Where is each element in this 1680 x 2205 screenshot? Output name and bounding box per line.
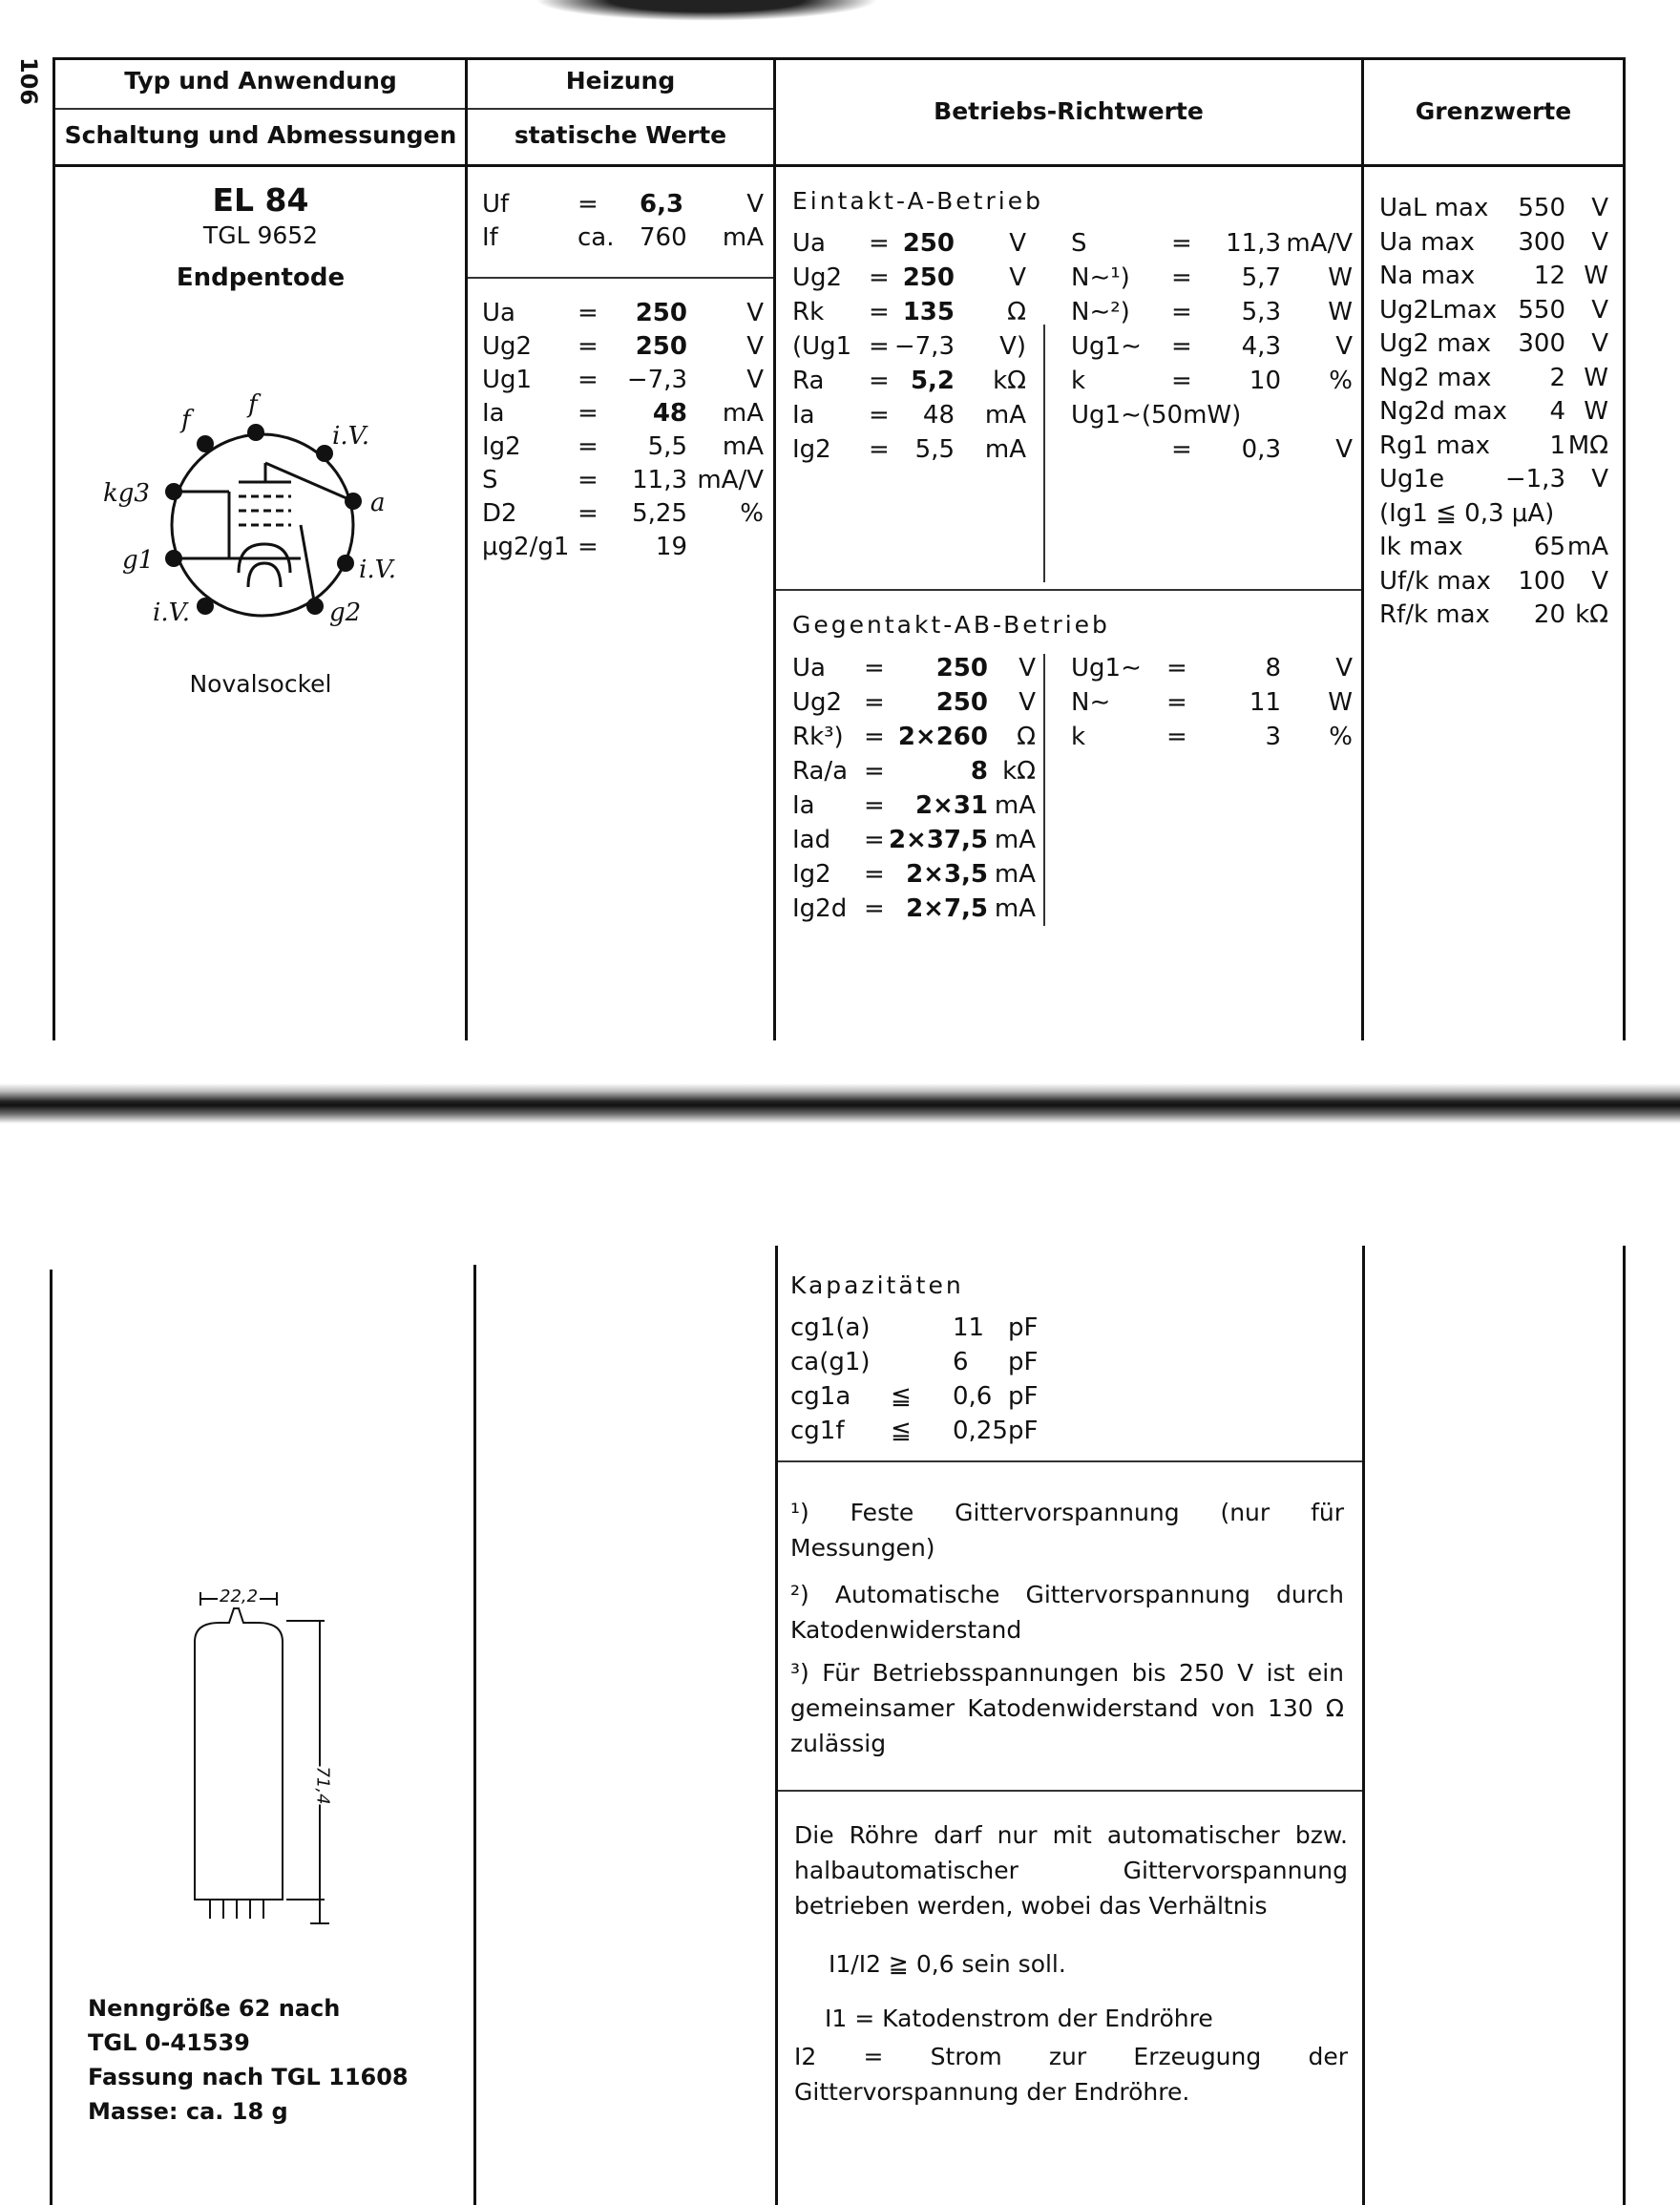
gegentakt-left-row-val: 250 [935, 654, 988, 682]
header-statische-werte: statische Werte [514, 121, 727, 149]
kapazitaet-row-val: 6 [953, 1348, 969, 1376]
static-row [482, 530, 764, 564]
gegentakt-right-row-sym: N∼ [1071, 688, 1111, 717]
gegentakt-left-row-eq: = [864, 757, 885, 786]
eintakt-left-row-sym: Ua [792, 229, 826, 258]
eintakt-left-row-sym: Ug2 [792, 263, 843, 292]
static-row [482, 496, 764, 531]
gegentakt-separator [776, 589, 1361, 591]
footnote-3: ³) Für Betriebsspannungen bis 250 V ist ein gemeinsamer Katodenwiderstand von 130 Ω zulässig [790, 1659, 1344, 1757]
gegentakt-right-row-sym: Ug1∼ [1071, 654, 1142, 682]
grenzwert-row [1379, 429, 1608, 463]
grenzwert-row-unit: mA [1566, 533, 1608, 561]
gegentakt-left-row-val: 2×37,5 [888, 826, 988, 854]
gegentakt-right-row-sym: k [1071, 723, 1086, 751]
eintakt-right-row-val: 10 [1249, 367, 1281, 395]
header-heizung: Heizung [565, 67, 676, 94]
gegentakt-left-row-sym: Ig2d [792, 894, 848, 923]
eintakt-left-row-val: 250 [902, 263, 955, 292]
eintakt-left-row-sym: Ig2 [792, 435, 831, 464]
gegentakt-left-row-eq: = [864, 723, 885, 751]
static-row-eq: = [578, 533, 598, 561]
gegentakt-left-row-unit: V [1018, 688, 1036, 717]
eintakt-left-row-unit: V [1009, 263, 1026, 292]
eintakt-right-row-sym: N∼¹) [1071, 263, 1130, 292]
kapazitaet-row [790, 1311, 1048, 1345]
eintakt-left-row-sym: (Ug1 [792, 332, 852, 361]
col-divider-2 [773, 57, 776, 1040]
gegentakt-left-row [792, 651, 1036, 685]
svg-text:i.V.: i.V. [153, 598, 191, 627]
static-row-sym: Ua [482, 299, 515, 327]
eintakt-right-row-sym: Ug1∼ [1071, 332, 1142, 361]
eintakt-left-row-unit: Ω [1007, 298, 1026, 326]
gegentakt-left-row-eq: = [864, 791, 885, 820]
grenzwert-row-val: 300 [1518, 227, 1565, 257]
grenzwert-row [1379, 496, 1608, 531]
eintakt-right-row-sym: S [1071, 229, 1087, 258]
grenzwert-row-sym: Na max [1379, 262, 1476, 290]
gegentakt-left-row-sym: Rk³) [792, 723, 844, 751]
static-row-unit: V [746, 332, 764, 361]
grenzwert-row [1379, 259, 1608, 293]
grenzwert-row-sym: Ng2 max [1379, 363, 1492, 392]
heizung-row: If ca. 760 mA [482, 223, 764, 252]
eintakt-right-row-eq: = [1171, 332, 1192, 361]
header-mid-rule-1 [52, 108, 776, 110]
eintakt-left-row-val: 135 [902, 298, 955, 326]
eintakt-right-row-unit: mA/V [1286, 229, 1353, 258]
gegentakt-left-row-sym: Ua [792, 654, 826, 682]
eintakt-left-row-val: −7,3 [893, 332, 955, 361]
static-row-sym: D2 [482, 499, 517, 528]
eintakt-right-row-eq: = [1171, 435, 1192, 464]
eintakt-right-row [1071, 261, 1353, 295]
static-row-eq: = [578, 332, 598, 361]
gegentakt-right-row-eq: = [1166, 654, 1187, 682]
kapazitaet-row [790, 1379, 1048, 1414]
gegentakt-left-row [792, 857, 1036, 892]
static-row-unit: V [746, 366, 764, 394]
svg-text:g1: g1 [122, 546, 155, 575]
grenzwert-row-val: 1 [1549, 430, 1565, 460]
grenzwert-row-val: 65 [1533, 533, 1565, 561]
eintakt-left-row-val: 48 [922, 401, 955, 430]
eintakt-right-row-sym: k [1071, 367, 1086, 395]
eintakt-right-row-unit: W [1328, 263, 1353, 292]
kapazitaet-row-unit: pF [1008, 1417, 1039, 1445]
tube-length-label: 71,4 [312, 1766, 333, 1805]
eintakt-left-row [792, 226, 1026, 261]
grenzwert-row-unit: V [1591, 295, 1608, 325]
gegentakt-left-row-eq: = [864, 826, 885, 854]
eintakt-divider [1043, 325, 1045, 582]
bottom-info-line: Masse: ca. 18 g [88, 2098, 288, 2125]
grenzwert-row-sym: Uf/k max [1379, 566, 1491, 596]
eintakt-left-row [792, 261, 1026, 295]
socket-label: Novalsockel [189, 670, 332, 698]
eintakt-left-row [792, 432, 1026, 467]
page-tear [0, 1083, 1680, 1124]
gegentakt-right-row-val: 11 [1249, 688, 1281, 717]
grenzwert-row-sym: Ik max [1379, 533, 1463, 561]
bottom-left-border [50, 1270, 52, 2205]
gegentakt-left-row-unit: kΩ [1002, 757, 1036, 786]
static-row-eq: = [578, 399, 598, 428]
eintakt-right-row-unit: V [1335, 435, 1353, 464]
eintakt-right-row-val: 0,3 [1241, 435, 1281, 464]
gegentakt-right-row [1071, 720, 1353, 754]
grenzwert-row-sym: Rf/k max [1379, 600, 1490, 629]
eintakt-right-row-val: 5,3 [1241, 298, 1281, 326]
kapazitaet-row-sym: ca(g1) [790, 1348, 871, 1376]
bottom-col-divider-2 [775, 1246, 778, 2205]
static-row-eq: = [578, 499, 598, 528]
grenzwert-row-unit: V [1591, 227, 1608, 257]
eintakt-left-row-unit: kΩ [993, 367, 1026, 395]
gegentakt-right-row-unit: W [1328, 688, 1353, 717]
grenzwert-row-sym: (Ig1 ≦ 0,3 μA) [1379, 498, 1555, 528]
gegentakt-right-row-val: 8 [1265, 654, 1281, 682]
grenzwert-row [1379, 598, 1608, 632]
eintakt-right-row [1071, 226, 1353, 261]
grenzwert-row [1379, 225, 1608, 260]
static-row [482, 396, 764, 430]
heizung-separator [468, 277, 773, 279]
eintakt-right-row-unit: % [1329, 367, 1353, 395]
gegentakt-left-row-val: 2×31 [914, 791, 988, 820]
eintakt-title: Eintakt-A-Betrieb [792, 187, 1043, 215]
bottom-info [88, 1991, 409, 2129]
kapazitaet-row-val: 11 [953, 1313, 985, 1342]
eintakt-right-row [1071, 329, 1353, 364]
static-row-eq: = [578, 299, 598, 327]
bottom-right-border [1623, 1246, 1626, 2205]
grenzwert-row-sym: UaL max [1379, 194, 1489, 222]
grenzwert-row-unit: V [1591, 465, 1608, 494]
gegentakt-left-row-unit: mA [994, 894, 1036, 923]
gegentakt-left-row [792, 823, 1036, 857]
grenzwert-row [1379, 326, 1608, 361]
eintakt-left-row-eq: = [869, 229, 890, 258]
static-row-unit: mA [722, 399, 764, 428]
eintakt-left-row-unit: mA [984, 401, 1026, 430]
gegentakt-left-row-val: 8 [970, 757, 988, 786]
static-row-eq: = [578, 466, 598, 494]
static-row-sym: S [482, 466, 498, 494]
gegentakt-left-row-eq: = [864, 688, 885, 717]
static-row-eq: = [578, 366, 598, 394]
header-betriebs-richtwerte: Betriebs-Richtwerte [934, 97, 1204, 125]
gegentakt-left-row-sym: Ig2 [792, 860, 831, 889]
bottom-col-divider-3 [1362, 1246, 1365, 2205]
eintakt-left-row [792, 329, 1026, 364]
static-row-unit: mA [722, 432, 764, 461]
svg-text:f: f [248, 391, 258, 419]
kapazitaeten-title: Kapazitäten [790, 1271, 964, 1299]
operating-note: Die Röhre darf nur mit automatischer bzw. halbautomatischer Gittervorspannung betrieben werden, wobei das Verhältnis [794, 1821, 1348, 1920]
grenzwert-row-unit: MΩ [1567, 430, 1608, 460]
gegentakt-left-row [792, 892, 1036, 926]
eintakt-right-row-eq: = [1171, 229, 1192, 258]
gegentakt-left-row [792, 720, 1036, 754]
note-separator [778, 1790, 1362, 1792]
static-row-unit: mA/V [697, 466, 764, 494]
svg-text:i.V.: i.V. [332, 422, 370, 451]
eintakt-left-row-unit: V) [999, 332, 1026, 361]
gegentakt-left-row-eq: = [864, 894, 885, 923]
gegentakt-left-row [792, 754, 1036, 788]
i2-definition: I2 = Strom zur Erzeugung der Gittervorspannung der Endröhre. [794, 2043, 1348, 2106]
grenzwert-row-sym: Ug2 max [1379, 329, 1491, 358]
kapazitaet-row-sym: cg1f [790, 1417, 845, 1445]
eintakt-left-row [792, 398, 1026, 432]
static-row [482, 329, 764, 364]
bottom-col-divider-1 [473, 1265, 476, 2205]
header-bottom-rule [52, 164, 1623, 167]
grenzwert-row-val: 550 [1518, 194, 1565, 222]
static-row-sym: Ug1 [482, 366, 533, 394]
eintakt-left-row-unit: mA [984, 435, 1026, 464]
static-row-unit: V [746, 299, 764, 327]
grenzwert-row-val: 100 [1518, 566, 1565, 596]
kap-separator [778, 1460, 1362, 1462]
static-row-val: 250 [635, 332, 687, 361]
eintakt-left-row-eq: = [869, 263, 890, 292]
svg-text:f: f [181, 406, 191, 434]
eintakt-right-row [1071, 398, 1353, 432]
tube-name: EL 84 [212, 181, 309, 219]
eintakt-left-row [792, 364, 1026, 398]
eintakt-right-row-sym: N∼²) [1071, 298, 1130, 326]
gegentakt-right-row [1071, 685, 1353, 720]
static-row-unit: % [740, 499, 764, 528]
footnote-2: ²) Automatische Gittervorspannung durch Katodenwiderstand [790, 1581, 1344, 1644]
grenzwert-row [1379, 394, 1608, 429]
static-row [482, 363, 764, 397]
gegentakt-left-row-unit: V [1018, 654, 1036, 682]
eintakt-right-row [1071, 364, 1353, 398]
page-number: 106 [15, 57, 42, 106]
static-row-sym: Ug2 [482, 332, 533, 361]
header-grenzwerte: Grenzwerte [1415, 97, 1572, 125]
gegentakt-right-row-eq: = [1166, 723, 1187, 751]
scan-artifact-top [535, 0, 878, 21]
grenzwert-row-unit: V [1591, 329, 1608, 358]
tube-type: Endpentode [176, 263, 346, 292]
static-row [482, 430, 764, 464]
grenzwert-row-sym: Ua max [1379, 227, 1475, 257]
eintakt-right-row-eq: = [1171, 367, 1192, 395]
kapazitaet-row-eq: ≦ [891, 1382, 912, 1411]
grenzwert-row-unit: V [1591, 566, 1608, 596]
svg-text:a: a [370, 489, 386, 517]
eintakt-left-row-eq: = [869, 367, 890, 395]
grenzwert-row [1379, 564, 1608, 598]
gegentakt-title: Gegentakt-AB-Betrieb [792, 611, 1110, 639]
ratio-formula: I1/I2 ≧ 0,6 sein soll. [829, 1950, 1066, 1978]
gegentakt-right-row-unit: % [1329, 723, 1353, 751]
gegentakt-left-row-sym: Ug2 [792, 688, 843, 717]
grenzwert-row [1379, 191, 1608, 225]
grenzwert-row-val: 4 [1549, 397, 1565, 426]
right-border [1623, 57, 1626, 1040]
bottom-info-line: TGL 0-41539 [88, 2029, 250, 2056]
gegentakt-right-row-unit: V [1335, 654, 1353, 682]
eintakt-right-row [1071, 295, 1353, 329]
grenzwert-row-unit: W [1584, 363, 1608, 392]
socket-diagram [86, 391, 410, 630]
static-row-eq: = [578, 432, 598, 461]
kapazitaet-row-sym: cg1(a) [790, 1313, 871, 1342]
grenzwert-row-unit: kΩ [1575, 600, 1608, 629]
eintakt-right-row-unit: W [1328, 298, 1353, 326]
i1-definition: I1 = Katodenstrom der Endröhre [825, 2005, 1213, 2032]
gegentakt-left-row-unit: mA [994, 791, 1036, 820]
grenzwert-row-sym: Ng2d max [1379, 397, 1507, 426]
heizung-row: Uf = 6,3 V [482, 190, 764, 219]
gegentakt-left-row-val: 250 [935, 688, 988, 717]
kapazitaet-row-sym: cg1a [790, 1382, 851, 1411]
header-typ: Typ und Anwendung [124, 67, 397, 94]
static-row-val: 48 [652, 399, 687, 428]
footnote-1: ¹) Feste Gittervorspannung (nur für Messungen) [790, 1499, 1344, 1562]
svg-text:kg3: kg3 [103, 479, 150, 508]
bottom-info-line: Nenngröße 62 nach [88, 1995, 341, 2022]
eintakt-right-row-val: 5,7 [1241, 263, 1281, 292]
gegentakt-left-row [792, 685, 1036, 720]
bottom-info-line: Fassung nach TGL 11608 [88, 2064, 409, 2090]
grenzwert-row-val: 300 [1518, 329, 1565, 358]
static-row [482, 296, 764, 330]
kapazitaet-row [790, 1345, 1048, 1379]
kapazitaet-row-eq: ≦ [891, 1417, 912, 1445]
gegentakt-right-row-val: 3 [1265, 723, 1281, 751]
kapazitaet-row-unit: pF [1008, 1348, 1039, 1376]
eintakt-right-row-sym: Ug1∼(50mW) [1071, 401, 1242, 430]
gegentakt-divider [1043, 654, 1045, 926]
grenzwert-row-unit: W [1584, 397, 1608, 426]
grenzwert-row [1379, 361, 1608, 395]
top-border [52, 57, 1623, 60]
gegentakt-right-row [1071, 651, 1353, 685]
kapazitaet-row [790, 1414, 1048, 1448]
gegentakt-left-row-val: 2×260 [897, 723, 988, 751]
grenzwert-row-val: 12 [1533, 262, 1565, 290]
eintakt-left-row-val: 250 [902, 229, 955, 258]
grenzwert-row-unit: W [1584, 262, 1608, 290]
eintakt-left-row [792, 295, 1026, 329]
kapazitaet-row-val: 0,6 [953, 1382, 993, 1411]
grenzwert-row [1379, 293, 1608, 327]
grenzwert-row-val: 2 [1549, 363, 1565, 392]
gegentakt-left-row-sym: Ra/a [792, 757, 849, 786]
static-row-val: 5,5 [647, 432, 687, 461]
tube-diameter-label: 22,2 [220, 1586, 259, 1606]
eintakt-right-row-eq: = [1171, 263, 1192, 292]
gegentakt-left-row-unit: mA [994, 826, 1036, 854]
eintakt-left-row-val: 5,5 [914, 435, 955, 464]
eintakt-left-row-sym: Rk [792, 298, 825, 326]
static-row-sym: μg2/g1 [482, 533, 570, 561]
static-row-sym: Ig2 [482, 432, 521, 461]
eintakt-left-row-eq: = [869, 298, 890, 326]
grenzwert-row-sym: Rg1 max [1379, 430, 1491, 460]
gegentakt-left-row-unit: Ω [1017, 723, 1036, 751]
gegentakt-left-row-sym: Iad [792, 826, 831, 854]
header-schaltung: Schaltung und Abmessungen [64, 121, 457, 149]
gegentakt-left-row-eq: = [864, 860, 885, 889]
static-row [482, 463, 764, 497]
static-row-val: 11,3 [632, 466, 687, 494]
eintakt-right-row-val: 11,3 [1226, 229, 1281, 258]
grenzwert-row-val: −1,3 [1504, 465, 1565, 494]
svg-text:i.V.: i.V. [359, 556, 397, 584]
kapazitaet-row-unit: pF [1008, 1313, 1039, 1342]
static-row-val: 5,25 [632, 499, 687, 528]
eintakt-left-row-eq: = [869, 435, 890, 464]
tube-dimension-drawing [181, 1585, 363, 1928]
grenzwert-row-val: 550 [1518, 295, 1565, 325]
col-divider-3 [1361, 57, 1364, 1040]
static-row-val: 250 [635, 299, 687, 327]
kapazitaet-row-val: 0,25 [953, 1417, 1008, 1445]
static-row-val: 19 [655, 533, 687, 561]
gegentakt-left-row-unit: mA [994, 860, 1036, 889]
eintakt-right-row-val: 4,3 [1241, 332, 1281, 361]
grenzwert-row-sym: Ug2Lmax [1379, 295, 1498, 325]
eintakt-left-row-val: 5,2 [910, 367, 955, 395]
gegentakt-left-row-val: 2×3,5 [906, 860, 988, 889]
eintakt-left-row-eq: = [869, 401, 890, 430]
gegentakt-right-row-eq: = [1166, 688, 1187, 717]
grenzwert-row-sym: Ug1e [1379, 465, 1445, 494]
gegentakt-left-row-val: 2×7,5 [906, 894, 988, 923]
static-row-sym: Ia [482, 399, 505, 428]
grenzwert-row-val: 20 [1533, 600, 1565, 629]
grenzwert-row [1379, 462, 1608, 496]
grenzwert-row-unit: V [1591, 194, 1608, 222]
kapazitaet-row-unit: pF [1008, 1382, 1039, 1411]
eintakt-right-row-eq: = [1171, 298, 1192, 326]
eintakt-right-row-unit: V [1335, 332, 1353, 361]
tube-standard: TGL 9652 [202, 221, 319, 249]
eintakt-left-row-sym: Ia [792, 401, 815, 430]
gegentakt-left-row-eq: = [864, 654, 885, 682]
gegentakt-left-row-sym: Ia [792, 791, 815, 820]
eintakt-left-row-unit: V [1009, 229, 1026, 258]
gegentakt-left-row [792, 788, 1036, 823]
eintakt-left-row-sym: Ra [792, 367, 825, 395]
eintakt-right-row [1071, 432, 1353, 467]
eintakt-left-row-eq: = [869, 332, 890, 361]
grenzwert-row [1379, 530, 1608, 564]
svg-text:g2: g2 [329, 598, 362, 627]
static-row-val: −7,3 [626, 366, 687, 394]
